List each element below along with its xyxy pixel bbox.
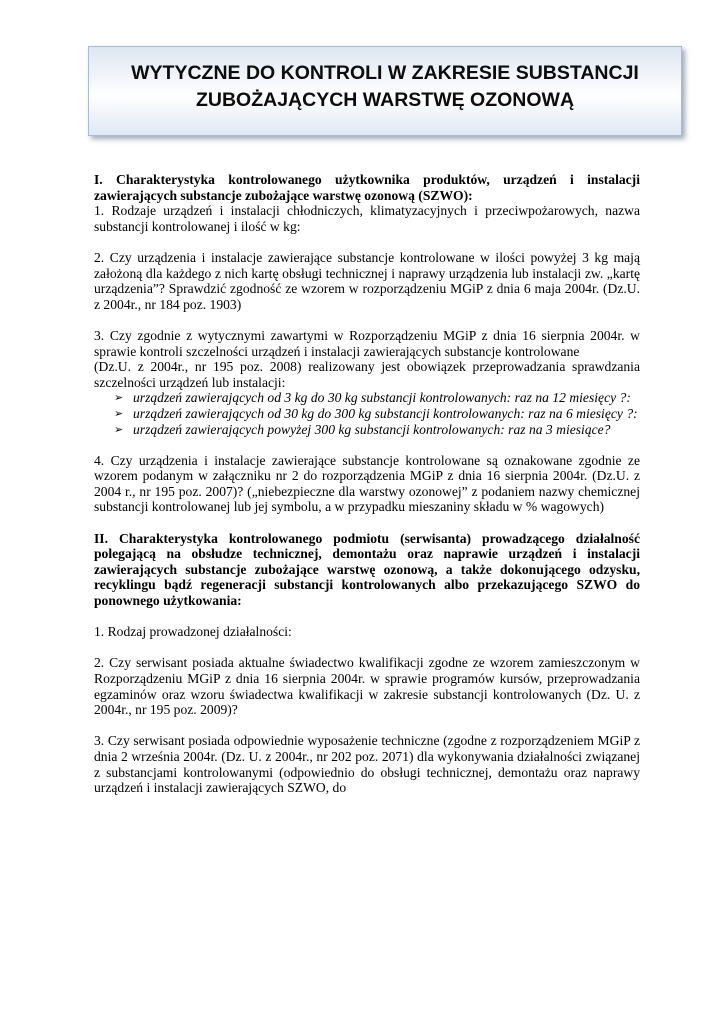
arrow-bullet-icon: ➢ (114, 422, 124, 436)
list-item (94, 406, 640, 422)
section-2-item-1: 1. Rodzaj prowadzonej działalności: (94, 624, 292, 640)
section-2-item-2: 2. Czy serwisant posiada aktualne świadectwo kwalifikacji zgodne ze wzorem zamieszczonym w Rozporządzeniu MGiP z dnia 16 sierpnia 2004r. w sprawie programów kursów, przeprowadzania egzaminów oraz wzoru świadectwa kwalifikacji w zakresie substancji kontrolowanych (Dz. U. z 2004r., nr 195 poz. 2009)? (94, 655, 640, 718)
list-item-text: urządzeń zawierających od 3 kg do 30 kg substancji kontrolowanych: raz na 12 miesięcy ?: (133, 390, 631, 406)
list-item (94, 422, 640, 438)
document-body (94, 172, 640, 796)
inspection-frequency-list (94, 390, 640, 437)
section-1-heading: I. Charakterystyka kontrolowanego użytkownika produktów, urządzeń i instalacji zawierających substancje zubożające warstwę ozonową (SZWO): (94, 172, 640, 203)
section-1-item-1: 1. Rodzaje urządzeń i instalacji chłodniczych, klimatyzacyjnych i przeciwpożarowych, nazwa substancji kontrolowanej i ilość w kg: (94, 203, 640, 234)
arrow-bullet-icon: ➢ (114, 391, 124, 405)
section-1-item-2: 2. Czy urządzenia i instalacje zawierające substancje kontrolowane w ilości powyżej 3 kg mają założoną dla każdego z nich kartę obsługi technicznej i naprawy urządzenia lub instalacji zw. „kartę urządzenia”? Sprawdzić zgodność ze wzorem w rozporządzeniu MGiP z dnia 6 maja 2004r. (Dz.U. z 2004r., nr 184 poz. 1903) (94, 249, 640, 312)
section-2-heading: II. Charakterystyka kontrolowanego podmiotu (serwisanta) prowadzącego działalność polegającą na obsłudze technicznej, demontażu oraz naprawie urządzeń i instalacji zawierających substancje zubożające warstwę ozonową, a także dokonującego odzysku, recyklingu bądź regeneracji substancji kontrolowanych albo przekazującego SZWO do ponownego użytkowania: (94, 530, 640, 609)
section-1-item-4: 4. Czy urządzenia i instalacje zawierające substancje kontrolowane są oznakowane zgodnie ze wzorem podanym w załączniku nr 2 do rozporządzenia MGiP z dnia 16 sierpnia 2004r. (Dz.U. z 2004 r., nr 195 poz. 2007)? („niebezpieczne dla warstwy ozonowej” z podaniem nazwy chemicznej substancji kontrolowanej lub jej symbolu, a w przypadku mieszaniny składu w % wagowych) (94, 452, 640, 515)
list-item (94, 390, 640, 406)
section-2-item-3: 3. Czy serwisant posiada odpowiednie wyposażenie techniczne (zgodne z rozporządzeniem MGiP z dnia 2 września 2004r. (Dz. U. z 2004r., nr 202 poz. 2071) dla wykonywania działalności związanej z substancjami kontrolowanymi (odpowiednio do obsługi technicznej, demontażu oraz naprawy urządzeń i instalacji zawierających SZWO, do (94, 733, 640, 796)
document-title-line-2: ZUBOŻAJĄCYCH WARSTWĘ OZONOWĄ (195, 89, 575, 111)
section-1-item-3b: (Dz.U. z 2004r., nr 195 poz. 2008) realizowany jest obowiązek przeprowadzania sprawdzania szczelności urządzeń lub instalacji: (94, 359, 640, 390)
title-box (88, 46, 682, 136)
list-item-text: urządzeń zawierających powyżej 300 kg substancji kontrolowanych: raz na 3 miesiące? (133, 421, 611, 437)
arrow-bullet-icon: ➢ (114, 406, 124, 420)
section-1-item-3a: 3. Czy zgodnie z wytycznymi zawartymi w Rozporządzeniu MGiP z dnia 16 sierpnia 2004r. w sprawie kontroli szczelności urządzeń i instalacji zawierających substancje kontrolowane (94, 327, 640, 359)
list-item-text: urządzeń zawierających od 30 kg do 300 kg substancji kontrolowanych: raz na 6 miesięcy ?: (133, 405, 638, 421)
document-title-line-1: WYTYCZNE DO KONTROLI W ZAKRESIE SUBSTANCJI (131, 62, 639, 84)
